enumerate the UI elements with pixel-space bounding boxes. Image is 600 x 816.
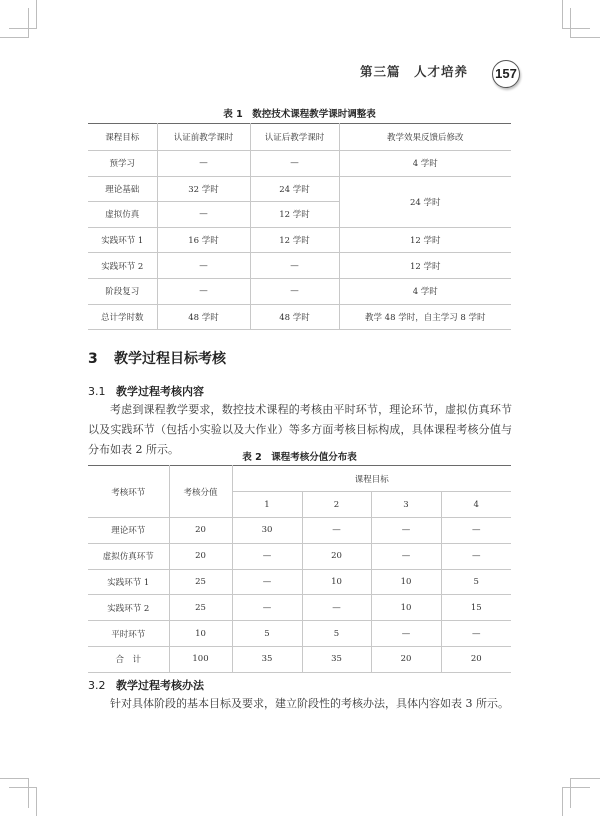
table-row [88,278,511,304]
crop-mark [36,0,37,29]
table2-caption: 表 2 课程考核分值分布表 [242,452,357,463]
crop-mark [0,778,29,779]
crop-mark [28,778,29,808]
table1-cell-after: 48 学时 [250,304,339,330]
table2-header-row [88,466,511,492]
table2-cell-goal: 20 [302,543,371,569]
subsection-heading [88,677,204,693]
table-row [88,595,511,621]
table2-cell-goal: — [302,518,371,544]
body-paragraph: 考虑到课程教学要求，数控技术课程的考核由平时环节，理论环节，虚拟仿真环节以及实践环节（包括小实验以及大作业）等多方面考核目标构成，具体课程考核分值与分布如表 2 所示。 [88,403,512,456]
table-row [88,304,511,330]
page-number: 157 [492,60,520,88]
table2-cell-score: 25 [169,569,232,595]
table2-cell-goal: — [441,543,511,569]
table-row [88,646,511,672]
crop-mark [9,787,37,788]
running-head-title: 第三篇 人才培养 [359,64,468,79]
table1-cell-revised: 4 学时 [339,278,511,304]
crop-mark [36,787,37,816]
table-row [88,176,511,202]
table-row [88,227,511,253]
table1-cell-revised: 12 学时 [339,253,511,279]
table1-cell-target: 预学习 [88,151,157,177]
table1-cell-target: 实践环节 2 [88,253,157,279]
table1-header-row [88,124,511,151]
table1-cell-target: 阶段复习 [88,278,157,304]
table1-cell-revised: 24 学时 [339,176,511,227]
crop-mark [570,37,600,38]
crop-mark [0,37,29,38]
table2-header-goals: 课程目标 [232,466,511,492]
table2-cell-goal: — [441,621,511,647]
table1-header-cell: 认证前教学课时 [157,124,250,151]
table1-cell-before: — [157,253,250,279]
table2-cell-goal: — [232,569,302,595]
body-paragraph: 针对具体阶段的基本目标及要求，建立阶段性的考核办法，具体内容如表 3 所示。 [110,697,509,710]
section-title: 教学过程目标考核 [114,351,226,367]
table2-cell-goal: — [371,543,441,569]
table2-cell-goal: — [441,518,511,544]
section-number: 3 [88,351,98,367]
table1-cell-after: — [250,151,339,177]
table2-header-stage: 考核环节 [88,466,169,518]
table2-header-score: 考核分值 [169,466,232,518]
table2-cell-score: 10 [169,621,232,647]
table1-cell-before: — [157,278,250,304]
table1-cell-target: 虚拟仿真 [88,202,157,228]
crop-mark [570,778,600,779]
table2-cell-stage: 合 计 [88,646,169,672]
table2-cell-goal: — [371,621,441,647]
table2-cell-goal: 30 [232,518,302,544]
table2-cell-stage: 平时环节 [88,621,169,647]
subsection-number: 3.1 [88,385,106,398]
table2-cell-score: 20 [169,543,232,569]
table1-cell-target: 总计学时数 [88,304,157,330]
table1-cell-revised: 12 学时 [339,227,511,253]
table1-cell-revised: 教学 48 学时，自主学习 8 学时 [339,304,511,330]
table2-cell-goal: — [302,595,371,621]
table2-cell-goal: — [232,595,302,621]
table-row [88,543,511,569]
table1-cell-after: 24 学时 [250,176,339,202]
subsection-number: 3.2 [88,679,106,692]
table2-cell-goal: 20 [371,646,441,672]
table1-cell-before: 16 学时 [157,227,250,253]
subsection-heading [88,383,204,399]
table-row [88,253,511,279]
crop-mark [9,28,37,29]
subsection-title: 教学过程考核办法 [116,679,204,692]
section-heading [88,348,226,368]
table2-cell-goal: 35 [302,646,371,672]
table1-cell-after: — [250,278,339,304]
table2-cell-goal: 20 [441,646,511,672]
table2-goal-number: 4 [441,492,511,518]
table1-cell-before: 32 学时 [157,176,250,202]
table2-cell-stage: 实践环节 1 [88,569,169,595]
table2-cell-goal: 5 [441,569,511,595]
table2-cell-stage: 虚拟仿真环节 [88,543,169,569]
table1-cell-target: 理论基础 [88,176,157,202]
table1-cell-target: 实践环节 1 [88,227,157,253]
crop-mark [570,8,571,38]
table1-header-cell: 认证后教学课时 [250,124,339,151]
table2-goal-number: 1 [232,492,302,518]
table2-goal-number: 3 [371,492,441,518]
table2-cell-goal: 15 [441,595,511,621]
table2-cell-stage: 实践环节 2 [88,595,169,621]
table2-cell-goal: 10 [302,569,371,595]
crop-mark [28,8,29,38]
table2-cell-goal: 5 [302,621,371,647]
table1-cell-before: — [157,151,250,177]
table1-cell-revised: 4 学时 [339,151,511,177]
table1-cell-after: 12 学时 [250,227,339,253]
table2-cell-score: 25 [169,595,232,621]
table2-cell-goal: 10 [371,595,441,621]
table2-cell-goal: — [371,518,441,544]
table1-header-cell: 课程目标 [88,124,157,151]
table2-cell-score: 100 [169,646,232,672]
table2-cell-goal: 10 [371,569,441,595]
crop-mark [562,28,590,29]
table2 [88,465,511,673]
table2-cell-score: 20 [169,518,232,544]
subsection-title: 教学过程考核内容 [116,385,204,398]
table-row [88,569,511,595]
table-row [88,621,511,647]
table1-cell-after: — [250,253,339,279]
table-row [88,151,511,177]
table-row [88,518,511,544]
table1-caption: 表 1 数控技术课程教学课时调整表 [223,109,376,120]
crop-mark [562,0,563,29]
table1-cell-before: 48 学时 [157,304,250,330]
table1-cell-after: 12 学时 [250,202,339,228]
crop-mark [570,778,571,808]
table2-cell-goal: 5 [232,621,302,647]
table2-cell-stage: 理论环节 [88,518,169,544]
crop-mark [562,787,590,788]
crop-mark [562,787,563,816]
table2-cell-goal: 35 [232,646,302,672]
table2-goal-number: 2 [302,492,371,518]
table1 [88,123,511,330]
table1-header-cell: 教学效果反馈后修改 [339,124,511,151]
table1-cell-before: — [157,202,250,228]
table2-cell-goal: — [232,543,302,569]
